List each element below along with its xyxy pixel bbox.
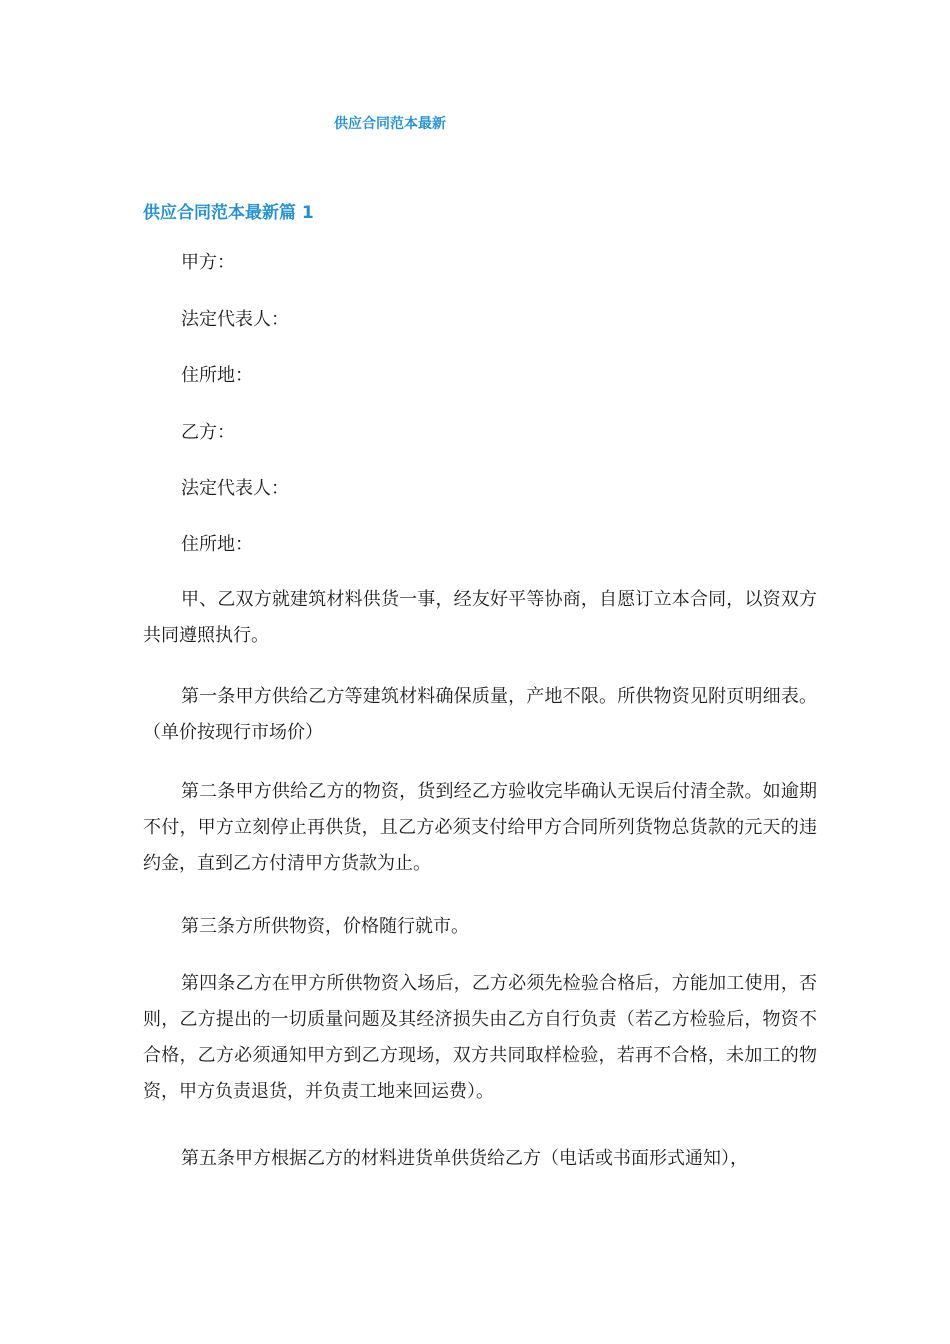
paragraph-article-1: 第一条甲方供给乙方等建筑材料确保质量，产地不限。所供物资见附页明细表。（单价按现行市场价）	[143, 686, 817, 743]
field-address-a: 住所地：	[181, 365, 253, 386]
paragraph-article-5: 第五条甲方根据乙方的材料进货单供货给乙方（电话或书面形式通知），	[181, 1148, 748, 1169]
field-legal-rep-b: 法定代表人：	[181, 478, 289, 499]
field-party-a: 甲方：	[181, 252, 235, 273]
section-heading: 供应合同范本最新篇 1	[143, 203, 314, 223]
document-title: 供应合同范本最新	[334, 116, 446, 132]
field-legal-rep-a: 法定代表人：	[181, 309, 289, 330]
paragraph-article-2: 第二条甲方供给乙方的物资，货到经乙方验收完毕确认无误后付清全款。如逾期不付，甲方立刻停止再供货，且乙方必须支付给甲方合同所列货物总货款的元天的违约金，直到乙方付清甲方货款为止。	[143, 781, 817, 874]
paragraph-article-4: 第四条乙方在甲方所供物资入场后，乙方必须先检验合格后，方能加工使用，否则，乙方提出的一切质量问题及其经济损失由乙方自行负责（若乙方检验后，物资不合格，乙方必须通知甲方到乙方现场，双方共同取样检验，若再不合格，未加工的物资，甲方负责退货，并负责工地来回运费）。	[143, 973, 817, 1102]
paragraph-article-3: 第三条方所供物资，价格随行就市。	[181, 916, 469, 937]
field-party-b: 乙方：	[181, 422, 235, 443]
paragraph-intro: 甲、乙双方就建筑材料供货一事，经友好平等协商，自愿订立本合同，以资双方共同遵照执行。	[143, 589, 817, 646]
field-address-b: 住所地：	[181, 534, 253, 555]
